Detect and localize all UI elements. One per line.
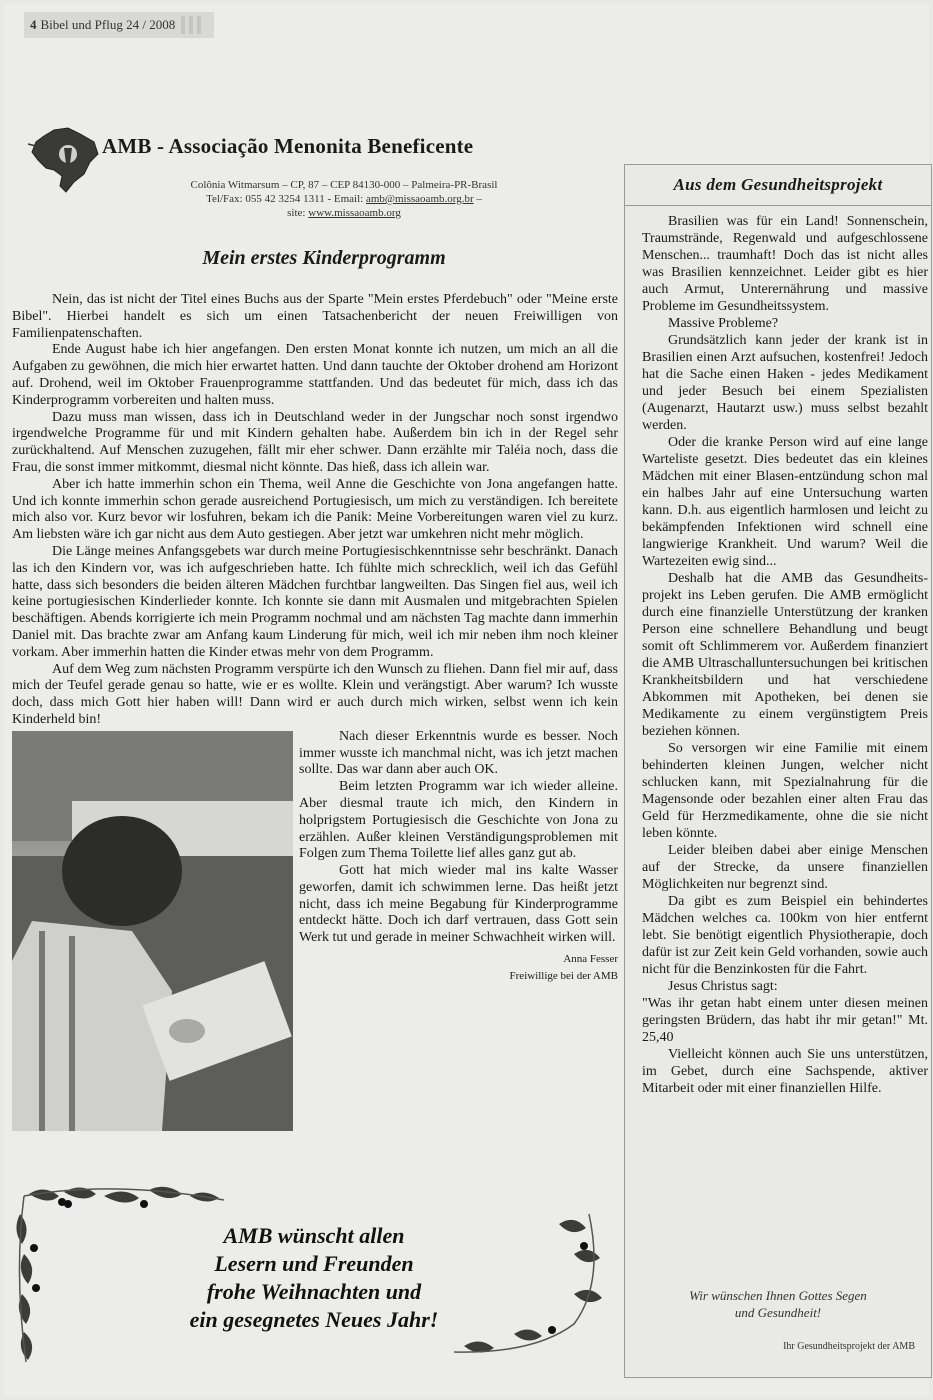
greeting-line: Lesern und Freunden (214, 1251, 414, 1276)
article-paragraph: Gott hat mich wieder mal ins kalte Wasser geworfen, damit ich schwimmen lerne. Das heißt jetzt nicht, dass ich meine Begabung für Kinderprogramme entdeckt hätte. Doch ich darf vertrauen, dass Gott sein Werk tut und gerade in meiner Schwachheit wirken will. (299, 863, 618, 946)
org-site-label: site: (287, 207, 309, 219)
org-email-link[interactable]: amb@missaoamb.org.br (365, 193, 474, 205)
newsletter-page (4, 4, 929, 1396)
article-paragraph: Ende August habe ich hier angefangen. Den ersten Monat konnte ich nutzen, um mich an all die Aufgaben zu gewöhnen, die mich hier erwartet hatten. Und dann tauchte der Oktober drohend am Horizont auf. Drohend, weil im Oktober Frauenprogramme stattfanden. Und das bedeutet für mich, dass ich das Kinderprogramm vorbereiten und halten muss. (12, 342, 618, 408)
org-contact-block: Colônia Witmarsum – CP, 87 – CEP 84130-000 – Palmeira-PR-Brasil Tel/Fax: 055 42 3254 1311 - Email: amb@missaoamb.org.br – site: www.missaoamb.org (154, 178, 534, 220)
sidebar-paragraph: So versorgen wir eine Familie mit einem behinderten kleinen Jungen, welcher nicht schlucken kann, mit Spezialnahrung für die Magensonde oder bezahlen einer alten Frau das Geld für Herzmedikamente, ohne die sie nicht leben könnte. (642, 741, 928, 841)
article-paragraph: Aber ich hatte immerhin schon ein Thema, weil Anne die Geschichte von Jona angefangen hatte. Und ich konnte immerhin schon gerade ausreichend Portugiesisch, um mich zu verständigen. Ich bereitete mich also vor. Kurz bevor wir losfuhren, bekam ich die Panik: Meine Vorbereitungen waren viel zu kurz. Am liebsten wäre ich gar nicht aus dem Auto gestiegen. Aber jetzt war umkehren nicht mehr möglich. (12, 476, 618, 543)
sidebar-paragraph: Brasilien was für ein Land! Sonnenschein, Traumstrände, Regenwald und aufgeschlossene Menschen... traumhaft! Doch das ist nicht alles was Brasilien kennzeichnet. Leider gibt es hier auch Armut, Unterernährung und massive Probleme im Gesundheitssystem. (642, 214, 928, 314)
article-body (12, 292, 618, 1135)
sidebar-signature: Ihr Gesundheitsprojekt der AMB (783, 1341, 915, 1352)
greeting-line: frohe Weihnachten und (206, 1279, 422, 1304)
sidebar-body (642, 213, 928, 1097)
greeting-line: ein gesegnetes Neues Jahr! (189, 1307, 439, 1332)
health-project-sidebar (624, 164, 932, 1378)
brazil-map-logo-icon (24, 124, 102, 196)
closing-line: und Gesundheit! (734, 1305, 822, 1320)
sidebar-paragraph: Grundsätzlich kann jeder der krank ist in Brasilien einen Arzt aufsuchen, kostenfrei! Jedoch hat die Sache einen Haken - jedes Medikament und jeder Besuch bei einem Spezialisten (Augenarzt, Hautarzt usw.) muss selbst bezahlt werden. (642, 333, 928, 433)
page-number: 4 (30, 17, 37, 32)
closing-line: Wir wünschen Ihnen Gottes Segen (689, 1288, 867, 1303)
org-phone-line: Tel/Fax: 055 42 3254 1311 - Email: (206, 193, 366, 205)
article-paragraph: Beim letzten Programm war ich wieder alleine. Aber diesmal traute ich mich, den Kindern in holprigstem Portugiesisch die Geschichte von Jona zu erzählen. Außer kleinen Verständigungsproblemen mit Folgen zum Thema Toilette lief alles ganz gut ab. (299, 779, 618, 862)
sidebar-closing (625, 1287, 931, 1321)
article-paragraph: Nein, das ist nicht der Titel eines Buchs aus der Sparte "Mein erstes Pferdebuch" oder "Meine erste Bibel". Hierbei handelt es sich um einen Tatsachenbericht der neuen Freiwilligen von Familienpatenschaften. (12, 292, 618, 341)
org-site-link[interactable]: www.missaoamb.org (308, 207, 401, 219)
sidebar-title: Aus dem Gesundheitsprojekt (673, 175, 883, 194)
sidebar-paragraph: Da gibt es zum Beispiel ein behindertes Mädchen welches ca. 100km von hier entfernt lebt. Sie benötigt eigentlich Physiotherapie, doch dafür ist zur Zeit kein Geld vorhanden, sowie auch nicht für die Benzinkosten für die Fahrt. (642, 894, 928, 977)
boy-reading-photo (12, 731, 293, 1131)
christmas-greeting (14, 1184, 614, 1364)
sidebar-paragraph: Deshalb hat die AMB das Gesundheits-projekt ins Leben gerufen. Die AMB ermöglicht durch eine finanzielle Unterstützung der kranken Person eine schnellere Behandlung und beugt somit oft Schlimmerem vor. Außerdem finanziert die AMB Ultraschalluntersuchungen bei kritischen Krankheitsbildern und hat verschiedene Abkommen mit Apotheken, bei denen sie Medikamente zu einem vergünstigtem Preis beziehen können. (642, 571, 928, 739)
org-title: AMB - Associação Menonita Beneficente (102, 134, 474, 158)
sidebar-paragraph: Oder die kranke Person wird auf eine lange Warteliste gesetzt. Dies bedeutet das ein kleines Mädchen mit einer Blasen-entzündung schon mal ein halbes Jahr auf eine Untersuchung warten kann. D.h. aus eigentlich harmlosen und leicht zu bekämpfenden Infektionen wird schnell eine langwierige Krankheit. Und warum? Weil die Wartezeiten ewig sind... (642, 435, 928, 569)
publication-name: Bibel und Pflug (40, 17, 123, 32)
article-title: Mein erstes Kinderprogramm (202, 247, 446, 269)
sidebar-paragraph: Jesus Christus sagt: (668, 979, 778, 994)
greeting-line: AMB wünscht allen (223, 1223, 405, 1248)
article-paragraph: Dazu muss man wissen, dass ich in Deutschland weder in der Jungschar noch sonst irgendwo irgendwelche Programme für und mit Kindern gehalten habe. Außerdem bin ich in der Regel sehr zurückhaltend. Auf Menschen zuzugehen, fällt mir eher schwer. Dann erzählte mir Taléia noch, dass die Frau, die sonst immer mitkommt, diesmal nicht könnte. Das hieß, dass ich allein war. (12, 409, 618, 475)
author-name: Anna Fesser (563, 953, 618, 966)
issue-number: 24 / 2008 (126, 17, 176, 32)
header-decoration (181, 16, 201, 34)
author-role: Freiwillige bei der AMB (509, 970, 618, 983)
sidebar-paragraph: Massive Probleme? (668, 316, 779, 331)
article-paragraph: Die Länge meines Anfangsgebets war durch meine Portugiesischkenntnisse sehr beschränkt. Danach las ich den Kindern vor, was ich aufgeschrieben hatte. Ich fühlte mich schrecklich, weil ich das Gefühl hatte, dass sich besonders die beiden älteren Mädchen furchtbar langweilten. Das Singen fiel aus, weil ich keine portugiesischen Kinderlieder konnte. Ich konnte sie dann mit Ausmalen und mitgebrachten Spielen beschäftigen. Abends korrigierte ich mein Programm nochmal und am nächsten Tag machte dann immerhin Daniel mit. Das brachte zwar am Anfang kaum Linderung für mich, weil ich mir neben ihm noch kleiner vorkam. Aber immerhin hatten die Kinder etwas mehr von dem Programm. (12, 543, 618, 660)
greeting-text (94, 1222, 534, 1334)
org-address-line: Colônia Witmarsum – CP, 87 – CEP 84130-000 – Palmeira-PR-Brasil (190, 179, 498, 191)
article-paragraph: Nach dieser Erkenntnis wurde es besser. Noch immer wusste ich manchmal nicht, was ich jetzt machen sollte. Das war dann aber auch OK. (299, 728, 618, 778)
sidebar-divider (625, 205, 931, 206)
sidebar-paragraph: Leider bleiben dabei aber einige Menschen auf der Strecke, da unsere finanziellen Möglichkeiten nur begrenzt sind. (642, 843, 928, 892)
article-paragraph: Auf dem Weg zum nächsten Programm verspürte ich den Wunsch zu fliehen. Dann fiel mir auf, dass mich der Teufel gerade genau so hatte, wie er es wollte. Klein und verängstigt. Aber warum? Ich wusste doch, dass mich Gott hier haben will! Dann wird er auch durch mich wirken, selbst wenn ich kein Kinderheld bin! (12, 661, 618, 727)
sidebar-quote: "Was ihr getan habt einem unter diesen meinen geringsten Brüdern, das habt ihr mir getan!" Mt. 25,40 (642, 996, 928, 1045)
running-header (24, 12, 214, 38)
sidebar-paragraph: Vielleicht können auch Sie uns unterstützen, im Gebet, durch eine Sachspende, aktiver Mitarbeit oder mit einer finanziellen Hilfe. (642, 1047, 928, 1096)
